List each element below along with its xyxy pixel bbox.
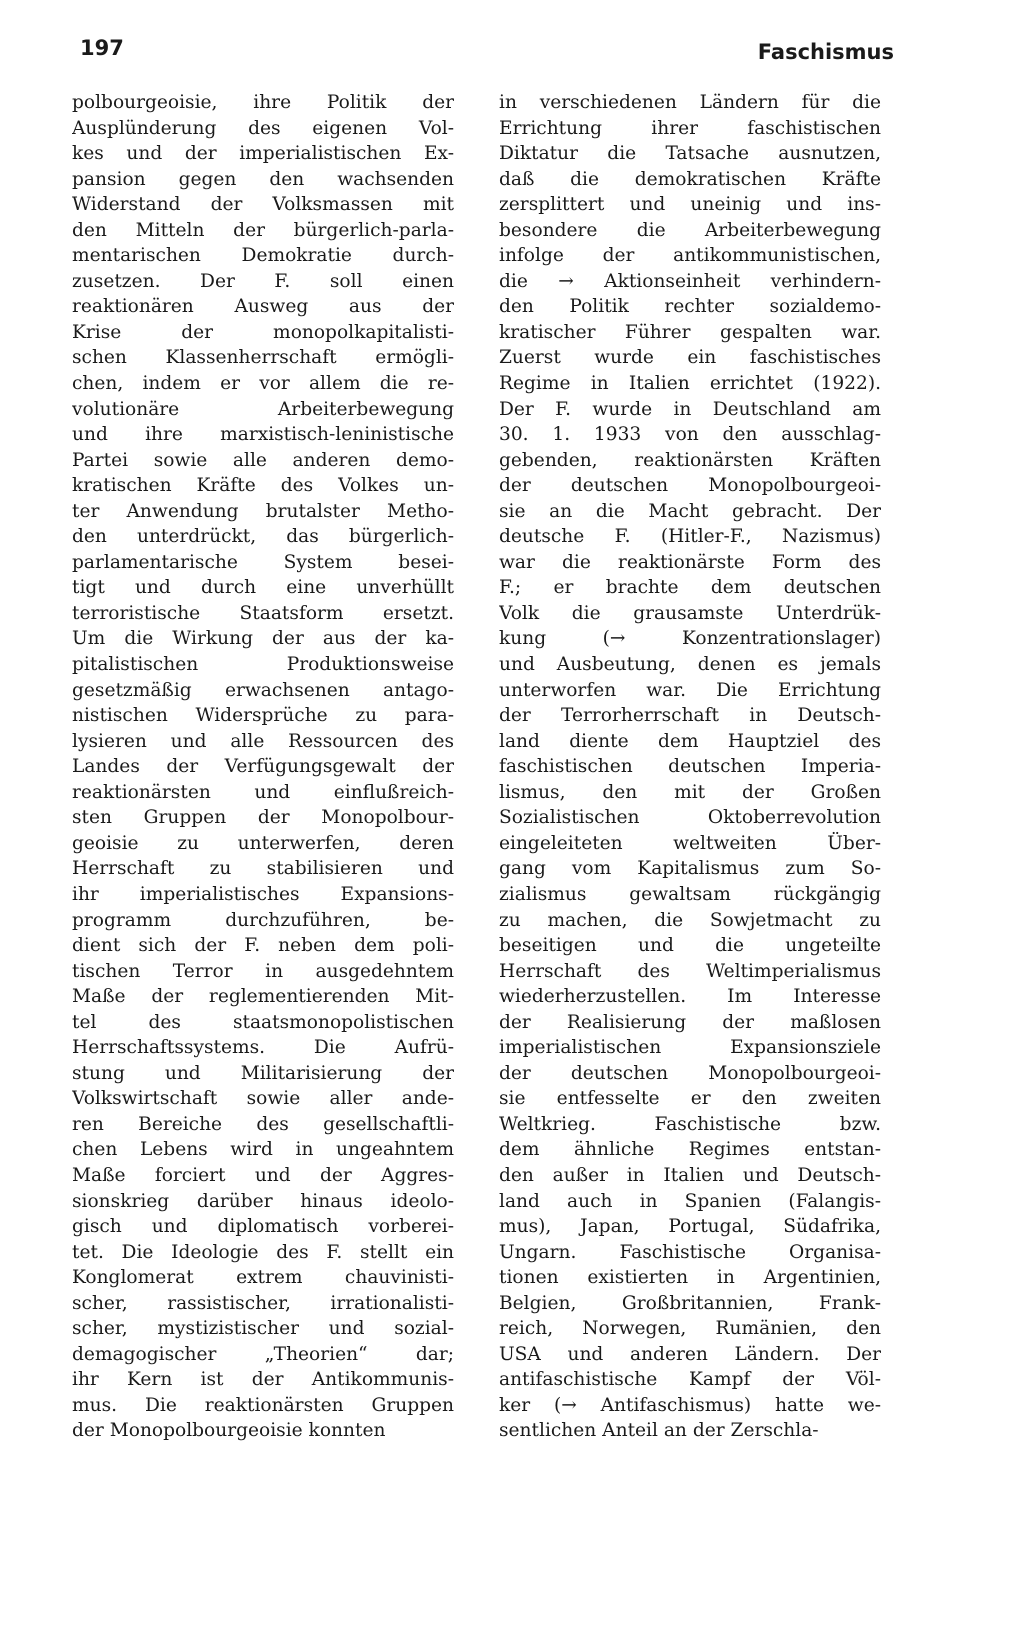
text-line: terroristische Staatsform ersetzt. <box>72 602 454 624</box>
text-line: beseitigen und die ungeteilte <box>499 935 881 957</box>
text-line: chen, indem er vor allem die re- <box>72 373 454 395</box>
text-line: Volk die grausamste Unterdrük- <box>499 602 881 624</box>
text-line: scher, rassistischer, irrationalisti- <box>72 1292 454 1314</box>
text-line: und ihre marxistisch-leninistische <box>72 424 454 446</box>
text-line: polbourgeoisie, ihre Politik der <box>72 92 454 113</box>
text-line: in verschiedenen Ländern für die <box>499 92 881 113</box>
text-line: stung und Militarisierung der <box>72 1062 454 1084</box>
text-line: reich, Norwegen, Rumänien, den <box>499 1318 881 1340</box>
text-line: pansion gegen den wachsenden <box>72 168 454 190</box>
text-line: gesetzmäßig erwachsenen antago- <box>72 679 454 701</box>
text-line: besondere die Arbeiterbewegung <box>499 219 881 241</box>
text-line: unterworfen war. Die Errichtung <box>499 679 881 701</box>
text-line: lismus, den mit der Großen <box>499 781 881 803</box>
text-line: Um die Wirkung der aus der ka- <box>72 628 454 650</box>
text-line: land auch in Spanien (Falangis- <box>499 1190 881 1212</box>
text-line: pitalistischen Produktionsweise <box>72 654 454 676</box>
text-line: land diente dem Hauptziel des <box>499 730 881 752</box>
page-number: 197 <box>80 36 124 60</box>
text-line: Der F. wurde in Deutschland am <box>499 398 881 420</box>
text-line: sentlichen Anteil an der Zerschla- <box>499 1420 819 1442</box>
text-line: 30. 1. 1933 von den ausschlag- <box>499 424 881 446</box>
text-line: Diktatur die Tatsache ausnutzen, <box>499 143 881 165</box>
text-line: antifaschistische Kampf der Völ- <box>499 1369 881 1391</box>
text-line: kratischen Kräfte des Volkes un- <box>72 475 454 497</box>
page-header <box>80 36 894 70</box>
text-line: Sozialistischen Oktoberrevolution <box>499 807 881 829</box>
text-line: programm durchzuführen, be- <box>72 909 454 931</box>
text-line: den unterdrückt, das bürgerlich- <box>72 526 454 548</box>
text-line: Landes der Verfügungsgewalt der <box>72 756 454 778</box>
text-line: eingeleiteten weltweiten Über- <box>499 832 881 854</box>
text-line: Weltkrieg. Faschistische bzw. <box>499 1113 881 1135</box>
text-line: geoisie zu unterwerfen, deren <box>72 832 454 854</box>
text-line: Errichtung ihrer faschistischen <box>499 117 881 139</box>
text-line: infolge der antikommunistischen, <box>499 245 881 267</box>
text-line: zu machen, die Sowjetmacht zu <box>499 909 881 931</box>
text-line: ker (→ Antifaschismus) hatte we- <box>499 1394 881 1416</box>
text-line: mus. Die reaktionärsten Gruppen <box>72 1394 454 1416</box>
text-line: Regime in Italien errichtet (1922). <box>499 373 881 395</box>
text-line: tigt und durch eine unverhüllt <box>72 577 454 599</box>
text-line: tionen existierten in Argentinien, <box>499 1267 881 1289</box>
right-text-column <box>499 90 881 1444</box>
text-line: der deutschen Monopolbourgeoi- <box>499 1062 881 1084</box>
left-text-column <box>72 90 454 1444</box>
text-line: Maße der reglementierenden Mit- <box>72 986 454 1008</box>
text-line: mus), Japan, Portugal, Südafrika, <box>499 1216 881 1238</box>
text-line: Belgien, Großbritannien, Frank- <box>499 1292 881 1314</box>
text-line: chen Lebens wird in ungeahntem <box>72 1139 454 1161</box>
text-line: sie entfesselte er den zweiten <box>499 1088 881 1110</box>
text-line: der Monopolbourgeoisie konnten <box>72 1420 386 1442</box>
text-line: zusetzen. Der F. soll einen <box>72 270 454 292</box>
text-line: parlamentarische System besei- <box>72 551 454 573</box>
text-line: gebenden, reaktionärsten Kräften <box>499 449 881 471</box>
text-line: Partei sowie alle anderen demo- <box>72 449 454 471</box>
text-line: faschistischen deutschen Imperia- <box>499 756 881 778</box>
text-line: ihr imperialistisches Expansions- <box>72 883 454 905</box>
text-line: volutionäre Arbeiterbewegung <box>72 398 454 420</box>
text-line: kung (→ Konzentrationslager) <box>499 628 881 650</box>
text-line: zialismus gewaltsam rückgängig <box>499 883 881 905</box>
text-line: Herrschaft zu stabilisieren und <box>72 858 454 880</box>
text-line: den außer in Italien und Deutsch- <box>499 1164 881 1186</box>
text-line: der deutschen Monopolbourgeoi- <box>499 475 881 497</box>
text-line: wiederherzustellen. Im Interesse <box>499 986 881 1008</box>
text-line: ihr Kern ist der Antikommunis- <box>72 1369 454 1391</box>
text-line: scher, mystizistischer und sozial- <box>72 1318 454 1340</box>
text-line: tel des staatsmonopolistischen <box>72 1011 454 1033</box>
text-line: und Ausbeutung, denen es jemals <box>499 654 881 676</box>
text-line: Ausplünderung des eigenen Vol- <box>72 117 454 139</box>
text-line: ter Anwendung brutalster Metho- <box>72 500 454 522</box>
text-line: USA und anderen Ländern. Der <box>499 1343 881 1365</box>
text-line: Ungarn. Faschistische Organisa- <box>499 1241 881 1263</box>
text-line: Volkswirtschaft sowie aller ande- <box>72 1088 454 1110</box>
text-line: war die reaktionärste Form des <box>499 551 881 573</box>
text-line: Konglomerat extrem chauvinisti- <box>72 1267 454 1289</box>
text-line: der Realisierung der maßlosen <box>499 1011 881 1033</box>
running-head: Faschismus <box>757 40 894 64</box>
text-line: F.; er brachte dem deutschen <box>499 577 881 599</box>
text-line: Zuerst wurde ein faschistisches <box>499 347 881 369</box>
text-line: imperialistischen Expansionsziele <box>499 1037 881 1059</box>
text-line: kes und der imperialistischen Ex- <box>72 143 454 165</box>
text-line: demagogischer „Theorien“ dar; <box>72 1343 454 1365</box>
text-line: sten Gruppen der Monopolbour- <box>72 807 454 829</box>
text-line: Herrschaft des Weltimperialismus <box>499 960 881 982</box>
text-line: der Terrorherrschaft in Deutsch- <box>499 705 881 727</box>
text-line: tischen Terror in ausgedehntem <box>72 960 454 982</box>
text-line: deutsche F. (Hitler-F., Nazismus) <box>499 526 881 548</box>
text-line: reaktionärsten und einflußreich- <box>72 781 454 803</box>
text-line: schen Klassenherrschaft ermögli- <box>72 347 454 369</box>
text-line: die → Aktionseinheit verhindern- <box>499 270 881 292</box>
text-line: Krise der monopolkapitalisti- <box>72 321 454 343</box>
text-line: Widerstand der Volksmassen mit <box>72 194 454 216</box>
text-line: tet. Die Ideologie des F. stellt ein <box>72 1241 454 1263</box>
text-line: ren Bereiche des gesellschaftli- <box>72 1113 454 1135</box>
text-line: Maße forciert und der Aggres- <box>72 1164 454 1186</box>
text-line: sionskrieg darüber hinaus ideolo- <box>72 1190 454 1212</box>
text-line: dient sich der F. neben dem poli- <box>72 935 454 957</box>
text-line: lysieren und alle Ressourcen des <box>72 730 454 752</box>
text-line: den Mitteln der bürgerlich-parla- <box>72 219 454 241</box>
text-line: reaktionären Ausweg aus der <box>72 296 454 318</box>
text-line: Herrschaftssystems. Die Aufrü- <box>72 1037 454 1059</box>
text-line: dem ähnliche Regimes entstan- <box>499 1139 881 1161</box>
text-line: mentarischen Demokratie durch- <box>72 245 454 267</box>
text-line: daß die demokratischen Kräfte <box>499 168 881 190</box>
text-line: den Politik rechter sozialdemo- <box>499 296 881 318</box>
text-line: gisch und diplomatisch vorberei- <box>72 1216 454 1238</box>
text-line: zersplittert und uneinig und ins- <box>499 194 881 216</box>
text-line: nistischen Widersprüche zu para- <box>72 705 454 727</box>
text-line: kratischer Führer gespalten war. <box>499 321 881 343</box>
text-line: sie an die Macht gebracht. Der <box>499 500 881 522</box>
text-line: gang vom Kapitalismus zum So- <box>499 858 881 880</box>
